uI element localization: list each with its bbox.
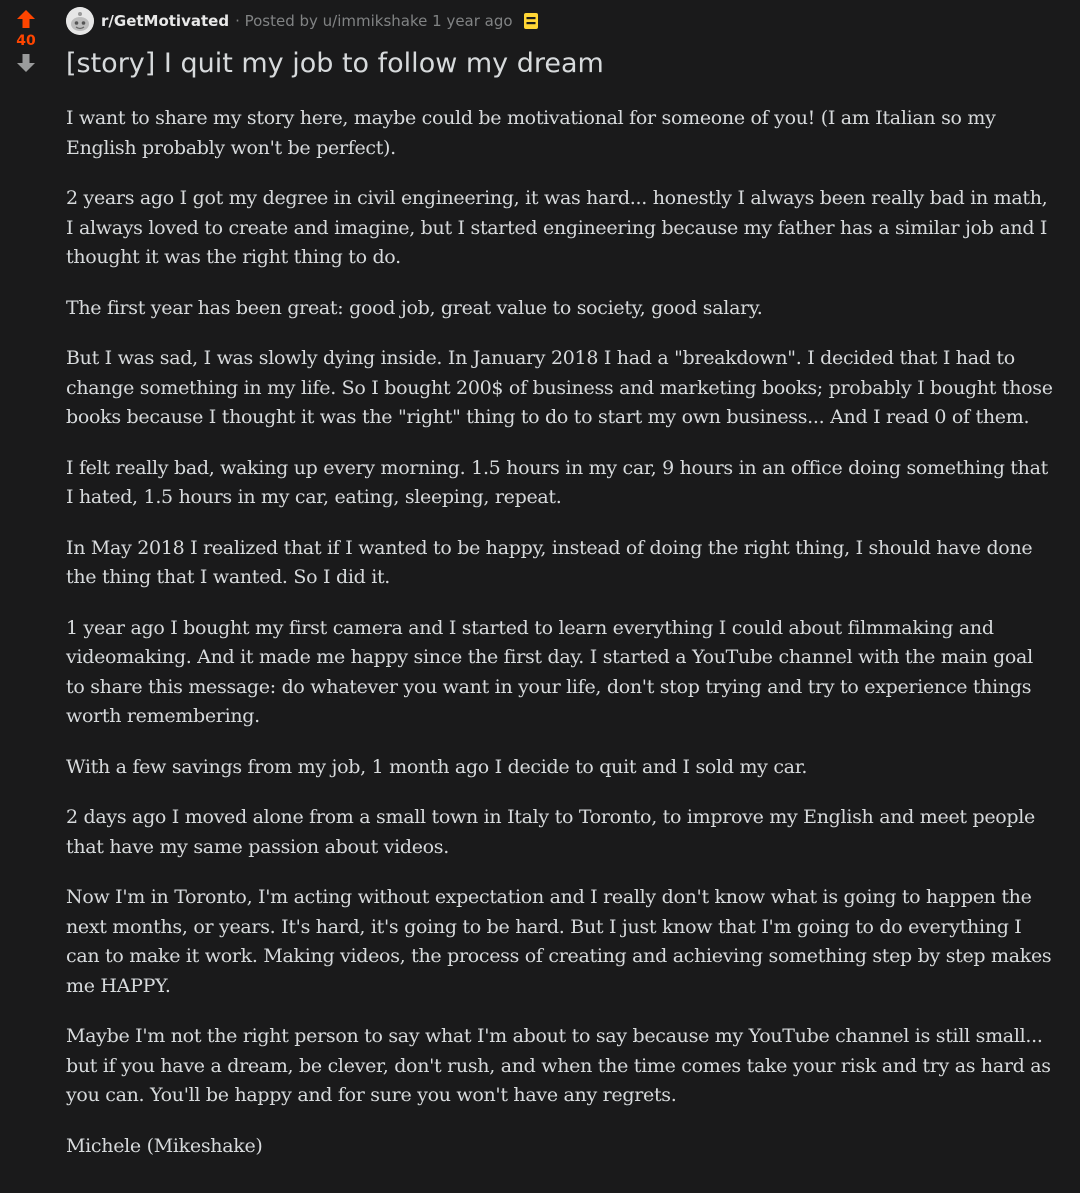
downvote-arrow-icon [16, 53, 36, 73]
upvote-arrow-icon [16, 9, 36, 29]
post-meta[interactable]: · Posted by u/immikshake 1 year ago [235, 12, 513, 30]
upvote-button[interactable] [13, 8, 39, 30]
body-paragraph: I want to share my story here, maybe could be motivational for someone of you! (I am Italian so my English probably won't be perfect). [66, 107, 996, 159]
post-body [66, 104, 1056, 1182]
body-paragraph: 1 year ago I bought my first camera and I started to learn everything I could about filmmaking and videomaking. And it made me happy since the first day. I started a YouTube channel with the main goal to share this message: do whatever you want in your life, don't stop trying and try to experience things worth remembering. [66, 616, 1033, 727]
body-paragraph: In May 2018 I realized that if I wanted to be happy, instead of doing the right thing, I should have done the thing that I wanted. So I did it. [66, 536, 1033, 588]
post-title[interactable]: [story] I quit my job to follow my dream [66, 48, 604, 79]
body-paragraph: With a few savings from my job, 1 month ago I decide to quit and I sold my car. [66, 755, 808, 778]
award-badge[interactable] [523, 12, 539, 30]
body-paragraph: Maybe I'm not the right person to say what I'm about to say because my YouTube channel is still small... but if you have a dream, be clever, don't rush, and when the time comes take your risk and try as hard as you can. You'll be happy and for sure you won't have any regrets. [66, 1025, 1051, 1106]
body-paragraph: I felt really bad, waking up every morning. 1.5 hours in my car, 9 hours in an office doing something that I hated, 1.5 hours in my car, eating, sleeping, repeat. [66, 456, 1048, 508]
body-paragraph: But I was sad, I was slowly dying inside. In January 2018 I had a "breakdown". I decided that I had to change something in my life. So I bought 200$ of business and marketing books; probably I bought those books because I thought it was the "right" thing to do to start my own business... And I read 0 of them. [66, 347, 1053, 428]
snoo-avatar-icon [66, 7, 94, 35]
body-paragraph: Now I'm in Toronto, I'm acting without expectation and I really don't know what is going to happen the next months, or years. It's hard, it's going to be hard. But I just know that I'm going to do everything I can to make it work. Making videos, the process of creating and achieving something step by step makes me HAPPY. [66, 886, 1052, 997]
vote-column [8, 8, 44, 74]
gold-award-icon [523, 12, 539, 30]
body-paragraph: 2 days ago I moved alone from a small town in Italy to Toronto, to improve my English and meet people that have my same passion about videos. [66, 806, 1035, 858]
post-header [66, 6, 539, 36]
body-paragraph: The first year has been great: good job, great value to society, good salary. [66, 296, 763, 319]
downvote-button[interactable] [13, 52, 39, 74]
subreddit-link[interactable]: r/GetMotivated [101, 12, 230, 30]
signature: Michele (Mikeshake) [66, 1134, 263, 1157]
body-paragraph: 2 years ago I got my degree in civil engineering, it was hard... honestly I always been really bad in math, I always loved to create and imagine, but I started engineering because my father has a similar job and I thought it was the right thing to do. [66, 187, 1048, 268]
subreddit-avatar[interactable] [66, 7, 94, 35]
vote-score: 40 [16, 33, 36, 49]
